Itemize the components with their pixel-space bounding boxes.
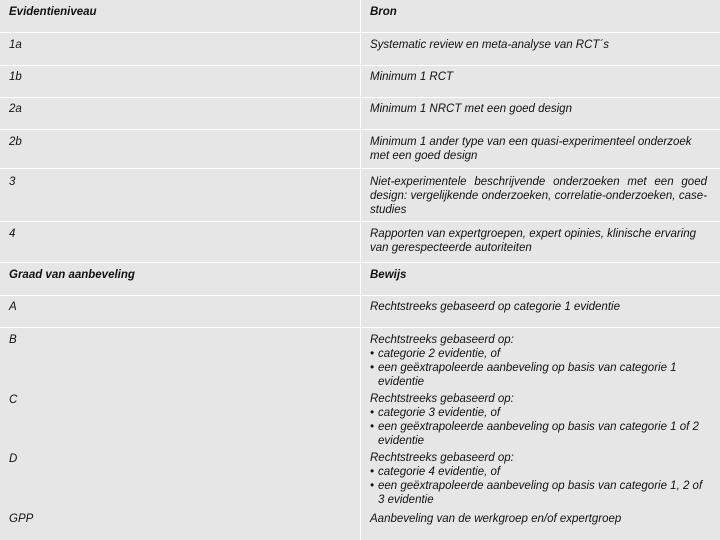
source-cell: Systematic review en meta-analyse van RCT´s	[370, 39, 610, 51]
level-cell: 3	[9, 176, 16, 188]
evidence-bullet: • categorie 4 evidentie, of	[370, 466, 501, 478]
row-divider	[0, 262, 720, 263]
row-divider	[0, 168, 720, 169]
source-cell: Minimum 1 RCT	[370, 71, 454, 83]
level-cell: 2b	[9, 136, 22, 148]
column-divider	[360, 0, 361, 540]
bullet-icon: •	[370, 480, 375, 492]
row-divider	[0, 295, 720, 296]
header-evidence: Bewijs	[370, 269, 407, 281]
source-cell: Niet-experimentele beschrijvende onderzoeken met een goed design: vergelijkende onderzoeken, correlatie-onderzoeken, case-studies	[370, 176, 707, 216]
evidence-bullet: • een geëxtrapoleerde aanbeveling op basis van categorie 1 of 2 evidentie	[370, 421, 699, 447]
evidence-cell: Rechtstreeks gebaseerd op categorie 1 evidentie	[370, 301, 620, 313]
row-divider	[0, 97, 720, 98]
source-cell: Minimum 1 ander type van een quasi-experimenteel onderzoek met een goed design	[370, 136, 692, 162]
bullet-icon: •	[370, 421, 375, 433]
grade-cell: D	[9, 453, 18, 465]
level-cell: 1b	[9, 71, 22, 83]
evidence-intro: Rechtstreeks gebaseerd op:	[370, 452, 514, 464]
row-divider	[0, 65, 720, 66]
evidence-bullet: • categorie 3 evidentie, of	[370, 407, 501, 419]
evidence-bullet: • een geëxtrapoleerde aanbeveling op basis van categorie 1, 2 of 3 evidentie	[370, 480, 703, 506]
grade-cell: C	[9, 394, 18, 406]
evidence-cell	[370, 451, 707, 507]
grade-cell: GPP	[9, 513, 34, 525]
evidence-cell: Aanbeveling van de werkgroep en/of expertgroep	[370, 513, 622, 525]
evidence-intro: Rechtstreeks gebaseerd op:	[370, 334, 514, 346]
level-cell: 4	[9, 228, 16, 240]
header-recommendation-grade: Graad van aanbeveling	[9, 269, 135, 281]
bullet-icon: •	[370, 348, 375, 360]
header-evidence-level: Evidentieniveau	[9, 6, 97, 18]
bullet-icon: •	[370, 407, 375, 419]
row-divider	[0, 129, 720, 130]
row-divider	[0, 32, 720, 33]
bullet-icon: •	[370, 466, 375, 478]
evidence-bullet: • een geëxtrapoleerde aanbeveling op basis van categorie 1 evidentie	[370, 362, 677, 388]
row-divider	[0, 327, 720, 328]
grade-cell: B	[9, 334, 17, 346]
source-cell: Rapporten van expertgroepen, expert opinies, klinische ervaring van gerespecteerde autoriteiten	[370, 228, 697, 254]
grade-cell: A	[9, 301, 17, 313]
source-cell: Minimum 1 NRCT met een goed design	[370, 103, 572, 115]
bullet-icon: •	[370, 362, 375, 374]
header-source: Bron	[370, 6, 397, 18]
level-cell: 1a	[9, 39, 22, 51]
evidence-cell	[370, 333, 707, 389]
evidence-bullet: • categorie 2 evidentie, of	[370, 348, 501, 360]
level-cell: 2a	[9, 103, 22, 115]
evidence-cell	[370, 392, 707, 448]
row-divider	[0, 221, 720, 222]
evidence-intro: Rechtstreeks gebaseerd op:	[370, 393, 514, 405]
